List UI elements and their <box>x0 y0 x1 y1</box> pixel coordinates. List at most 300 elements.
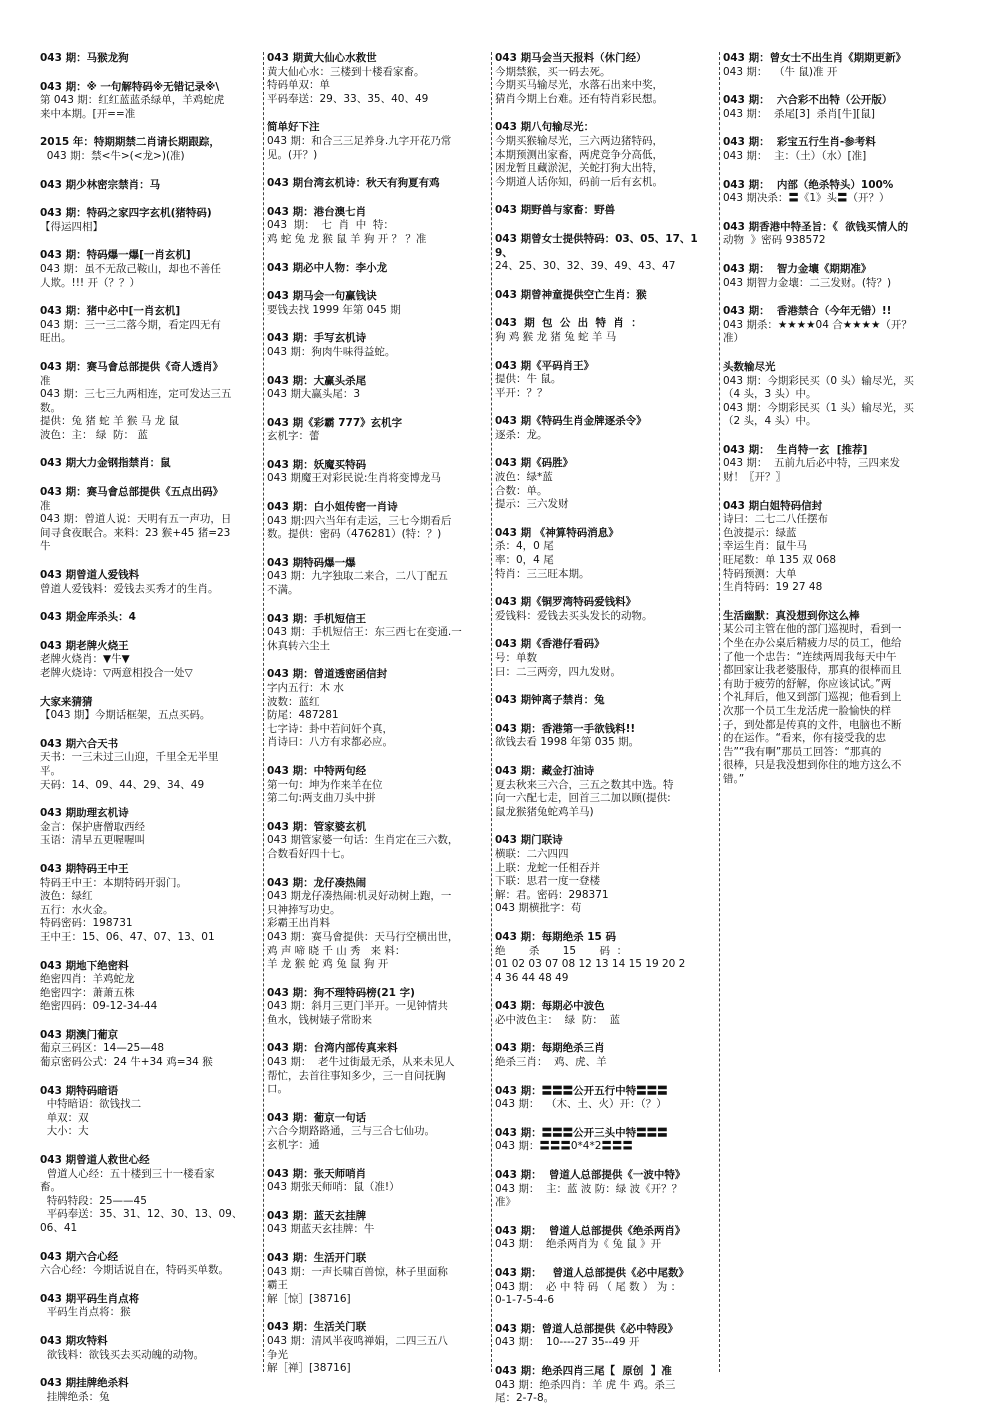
tip-line: 动物 》密码 938572 <box>723 234 826 247</box>
tip-line: 043 期：斜月三更门半开。一见钟情共 <box>267 1000 448 1013</box>
tip-line: 绝密四字：萧萧五株 <box>40 986 135 999</box>
tip-heading: 043 期：特码之家四字玄机(猪特码) <box>40 207 212 220</box>
tip-line: 准 <box>40 374 51 387</box>
tip-line: 043 期管家婆一句话：生肖定在三六数， <box>267 834 459 847</box>
tip-line: 霸王 <box>267 1279 288 1292</box>
tip-heading: 043 期：曾道人总部提供《必中特段》 <box>495 1322 679 1335</box>
tip-line: 特码特段：25——45 <box>40 1194 147 1207</box>
tip-block <box>495 1267 715 1308</box>
tip-heading: 043 期：曾道透密函信封 <box>267 668 388 681</box>
tip-line: 043 期横批字：苟 <box>495 902 582 915</box>
tip-heading: 043 期：每期必中波色 <box>495 1000 605 1013</box>
tip-line: 必中波色主： 绿 防： 蓝 <box>495 1013 621 1026</box>
tip-heading: 043 期：龙仔凑热闹 <box>267 876 367 889</box>
tip-block <box>495 1127 715 1154</box>
tip-block <box>267 987 487 1028</box>
tip-heading: 043 期曾神童提供空亡生肖：猴 <box>495 288 647 301</box>
tip-line: 特码王中王：本期特码开弱门。 <box>40 876 187 889</box>
tip-line: 043 期：曾道人说：天明有五一声功，日 <box>40 513 232 526</box>
tip-heading: 043 期白姐特码信封 <box>723 499 823 512</box>
tip-heading: 043 期：狗不理特码榜(21 字) <box>267 986 415 999</box>
tip-block <box>267 121 487 162</box>
tip-line: 鸡 蛇 兔 龙 猴 鼠 羊 狗 开 ？ ？准 <box>267 232 427 245</box>
tip-line: 六合今期路路通，三与三合七仙功。 <box>267 1125 435 1138</box>
tip-line: 大小：大 <box>40 1125 89 1138</box>
tip-line: 逐杀：龙。 <box>495 428 548 441</box>
tip-line: 01 02 03 07 08 12 13 14 15 19 20 2 <box>495 958 686 971</box>
tip-line: 曰：二三两旁，四九发财。 <box>495 665 621 678</box>
tip-line: 波色：主： 绿 防： 蓝 <box>40 428 148 441</box>
tip-heading: 043 期：藏金打油诗 <box>495 764 595 777</box>
tip-line: 错。” <box>723 772 745 785</box>
tip-line: 玄机字：蕾 <box>267 430 320 443</box>
tip-block <box>40 1154 260 1236</box>
tip-line: 043 期智力金壤：二三发财。(特？) <box>723 276 892 289</box>
tip-line: 043 期：赛马會提供：天马行空横出世， <box>267 930 459 943</box>
tip-line: 043 期： （牛 鼠)准 开 <box>723 65 838 78</box>
tip-line: 告”“我有啊”那员工回答：“那真的 <box>723 745 882 758</box>
tip-line: 曾道人心经：五十楼到三十一楼看家 <box>40 1167 215 1180</box>
tip-line: 畜。 <box>40 1181 61 1194</box>
tip-block <box>495 457 715 511</box>
tip-block <box>495 834 715 916</box>
lottery-tip-sheet <box>40 52 970 1405</box>
tip-block <box>40 486 260 554</box>
tip-line: 号：单数 <box>495 652 537 664</box>
tip-block <box>267 332 487 359</box>
tip-line: 043 期：三七三九两相连，定可发达三五 <box>40 388 232 401</box>
tip-line: 043 期： 主：蓝 波 防：绿 波《开？？ <box>495 1182 683 1195</box>
tip-line: 4 36 44 48 49 <box>495 971 569 984</box>
tip-line: 提供：牛 鼠。 <box>495 373 562 386</box>
tip-block <box>495 1169 715 1210</box>
tip-heading: 043 期《特码生肖金牌逐杀令》 <box>495 415 647 428</box>
tip-line: 0-1-7-5-4-6 <box>495 1294 555 1307</box>
tip-line: 幸运生肖：鼠牛马 <box>723 540 807 553</box>
tip-block <box>267 177 487 191</box>
tip-heading: 043 期金库杀头：4 <box>40 611 136 624</box>
tip-block <box>267 290 487 317</box>
tip-line: 043 期大赢头尾：3 <box>267 388 361 401</box>
tip-block <box>723 94 943 121</box>
tip-line: 043 期：三一三二落今期，看定四无有 <box>40 318 221 331</box>
tip-heading: 043 期野兽与家畜：野兽 <box>495 204 616 217</box>
tip-block <box>267 1112 487 1153</box>
tip-block <box>723 263 943 290</box>
tip-line: 色波提示：绿蓝 <box>723 526 797 539</box>
tip-block <box>267 501 487 542</box>
tip-heading: 043 期挂牌绝杀料 <box>40 1377 129 1390</box>
tip-line: 生肖特码：19 27 48 <box>723 581 823 594</box>
tip-heading: 043 期： 曾道人总部提供《必中尾数》 <box>495 1267 690 1279</box>
tip-line: 提供：兔 猪 蛇 羊 猴 马 龙 鼠 <box>40 415 179 428</box>
tip-heading: 043 期：香港第一手欲钱料!! <box>495 722 636 735</box>
tip-heading: 043 期：管家婆玄机 <box>267 820 367 833</box>
tip-line: 财！〖开？〗 <box>723 471 786 484</box>
tip-line: 准》 <box>495 1196 516 1209</box>
tip-block <box>267 1168 487 1195</box>
tip-block <box>40 361 260 443</box>
tip-block <box>495 360 715 401</box>
tip-line: 老牌火烧肖：▼牛▼ <box>40 653 130 666</box>
tip-heading: 043 期台湾玄机诗：秋天有狗夏有鸡 <box>267 177 440 190</box>
tip-line: 率：0，4 尾 <box>495 554 554 567</box>
tip-line: 043 期：虽不无敌己鞍山，却也不善任 <box>40 262 221 275</box>
tip-heading: 043 期《码胜》 <box>495 457 574 470</box>
tip-heading: 简单好下注 <box>267 121 320 134</box>
tip-line: 043 期：手机短信王：东三西七在变通.一 <box>267 626 462 639</box>
tip-heading: 043 期：蓝天玄挂牌 <box>267 1209 367 1222</box>
tip-heading: 043 期澳门葡京 <box>40 1028 119 1041</box>
tip-block <box>40 305 260 346</box>
tip-line: 字内五行：木 水 <box>267 682 344 694</box>
tip-line: 043 期： 老牛过街最无杀，从来未见人 <box>267 1056 455 1069</box>
tip-line: 的在运作。“看来，你有接受我的忠 <box>723 732 886 745</box>
tip-block <box>40 738 260 792</box>
tip-line: 挂牌绝杀：兔 <box>40 1390 110 1403</box>
tip-line: 黄大仙心水：三楼到十楼看家畜。 <box>267 65 425 78</box>
tip-line: 数。提供：密码（476281）(特：？) <box>267 528 442 541</box>
tip-heading: 043 期八句输尽光： <box>495 121 595 134</box>
tip-line: 特肖：三三旺本期。 <box>495 567 590 580</box>
tip-line: 第 043 期：红红蓝蓝杀绿单，羊鸡蛇虎 <box>40 94 225 107</box>
tip-line: 争光 <box>267 1348 288 1361</box>
tip-line: 牛 <box>40 540 51 553</box>
tip-line: 旺出。 <box>40 332 72 345</box>
tip-heading: 043 期钟离子禁肖：兔 <box>495 694 605 707</box>
tip-block <box>267 459 487 486</box>
tip-heading: 043 期： 曾道人总部提供《一波中特》 <box>495 1169 686 1182</box>
tip-heading: 043 期：特码爆一爆[一肖玄机] <box>40 249 191 262</box>
tip-block <box>40 569 260 596</box>
tip-line: 鸡 声 啼 晓 千 山 秀 来 料： <box>267 944 406 957</box>
tip-line: 043 期杀：★★★★04 合★★★★（开？ <box>723 318 912 331</box>
tip-block <box>40 1029 260 1070</box>
tip-block <box>40 696 260 723</box>
tip-block <box>40 1085 260 1139</box>
tip-line: 今期禁猴，买一码去死。 <box>495 65 611 78</box>
tip-line: 平码生肖点将：猴 <box>40 1306 131 1319</box>
tip-heading: 043 期大力金钢指禁肖：鼠 <box>40 457 171 470</box>
tip-line: 043 期张天师哨：鼠（准!） <box>267 1181 400 1194</box>
tip-heading: 043 期马会当天报料（休门经） <box>495 52 647 64</box>
tip-line: 不满。 <box>267 584 299 597</box>
tip-line: 绝密四肖：羊鸡蛇龙 <box>40 973 135 986</box>
tip-heading: 043 期：葡京一句话 <box>267 1111 367 1124</box>
tip-line: 间寻食夜眠合。来料：23 猴+45 猪=23 <box>40 526 231 539</box>
column-divider <box>491 52 492 1372</box>
tip-line: 天书：一三未过三山迎，千里全无半里 <box>40 751 219 764</box>
tip-heading: 043 期：每期绝杀 15 码 <box>495 930 616 943</box>
tip-line: 波数：蓝红 <box>267 695 320 708</box>
tip-line: 下联：思君一度一登楼 <box>495 875 600 888</box>
tip-block <box>495 1085 715 1112</box>
tip-block <box>495 1323 715 1350</box>
tip-line: 玄机字：通 <box>267 1139 320 1152</box>
tip-heading: 043 期《铜罗湾特码爱钱料》 <box>495 596 637 609</box>
tip-heading: 043 期：张天师哨肖 <box>267 1167 367 1180</box>
tip-block <box>495 596 715 623</box>
tip-heading: 043 期：大赢头杀尾 <box>267 374 367 387</box>
tip-line: 帮忙，去首往事知多少，三一自问抚胸 <box>267 1069 446 1082</box>
tip-line: 尾：2-7-8。 <box>495 1392 555 1405</box>
tip-line: 单双：双 <box>40 1111 89 1124</box>
tip-block <box>495 121 715 189</box>
tip-block <box>495 1042 715 1069</box>
tip-heading: 043 期：每期绝杀三肖 <box>495 1042 605 1055</box>
tip-block <box>495 317 715 344</box>
tip-line: 狗 鸡 猴 龙 猪 兔 蛇 羊 马 <box>495 330 617 343</box>
tip-block <box>40 249 260 290</box>
tip-line: 合数：单。 <box>495 484 548 497</box>
tip-line: 只神捧写功史。 <box>267 903 341 916</box>
tip-block <box>495 694 715 708</box>
tip-line: 都回家让我老婆服侍，那真的很棒而且 <box>723 664 902 677</box>
tip-line: 043 期魔王对彩民说:生肖将变博龙马 <box>267 472 441 485</box>
tip-line: 休真转六尘土 <box>267 639 330 652</box>
tip-line: 043 期： 主：（土）（水）[准] <box>723 149 867 162</box>
tip-line: 043 期：一声长啸百兽惊，林子里面称 <box>267 1265 448 1278</box>
tip-heading: 043 期：妖魔买特码 <box>267 458 367 471</box>
tip-block <box>723 305 943 346</box>
tip-line: 第一句：坤为作来羊在位 <box>267 778 383 791</box>
tip-line: 杀：4，0 尾 <box>495 540 554 553</box>
tip-line: 很棒，只是我没想到你住的地方这么不 <box>723 759 902 772</box>
tip-block <box>267 613 487 654</box>
tip-heading: 043 期门联诗 <box>495 834 563 847</box>
tip-line: 爱钱料：爱钱去买头发长的动物。 <box>495 609 653 622</box>
tip-block <box>267 821 487 862</box>
tip-line: 043 期： 七 肖 中 特： <box>267 219 394 232</box>
tip-line: 【043 期】今期话框架，五点买码。 <box>40 709 211 722</box>
tip-line: 夏去秋来三六合，三五之数其中选。特 <box>495 778 674 791</box>
tip-line: 043 期决杀：〓《1》头〓（开？） <box>723 192 890 205</box>
tip-line: 金言：保护唐僧取西经 <box>40 820 145 833</box>
tip-block <box>723 444 943 485</box>
tip-line: 有助于疲劳的舒解，你应该试试。”两 <box>723 677 892 690</box>
tip-block <box>40 136 260 163</box>
tip-heading: 043 期马会一句赢钱诀 <box>267 290 377 303</box>
tip-block <box>495 638 715 679</box>
tip-block <box>723 136 943 163</box>
tip-block <box>40 1293 260 1320</box>
tip-block <box>723 179 943 206</box>
tip-line: 准） <box>723 332 744 345</box>
tip-heading: 043 期 《神算特码消息》 <box>495 526 619 539</box>
tip-line: 提示：三六发财 <box>495 498 569 511</box>
tip-block <box>495 765 715 819</box>
tip-line: （2 头，4 头）中。 <box>723 415 817 428</box>
tip-block <box>723 361 943 429</box>
tip-heading: 043 期：台湾内部传真来料 <box>267 1042 398 1055</box>
tip-line: 羊 龙 猴 蛇 鸡 兔 鼠 狗 开 <box>267 958 389 971</box>
tip-heading: 043 期：生活关门联 <box>267 1321 367 1334</box>
tip-heading: 043 期：白小姐传密一肖诗 <box>267 501 398 514</box>
tip-heading: 043 期黄大仙心水救世 <box>267 52 377 64</box>
tip-line: 七字诗：卦中若问奸个真， <box>267 722 393 735</box>
tip-block <box>40 807 260 848</box>
tip-line: 本期预测出家畜，两虎竞争分高低， <box>495 148 663 161</box>
tip-block <box>723 610 943 787</box>
tip-line: 平码奉送：35、31、12、30、13、09、 <box>40 1208 243 1221</box>
tip-line: 彩霸王出肖料 <box>267 917 330 930</box>
tip-block <box>723 500 943 595</box>
tip-line: 绝杀三肖： 鸡、虎、羊 <box>495 1056 607 1069</box>
tip-heading: 043 期：手写玄机诗 <box>267 332 367 345</box>
tip-line: 曾道人爱钱料：爱钱去买秀才的生肖。 <box>40 582 219 595</box>
tip-block <box>40 1377 260 1404</box>
tip-line: 06、41 <box>40 1222 78 1234</box>
tip-heading: 043 期 包 公 出 特 肖 ： <box>495 317 642 330</box>
tip-block <box>267 417 487 444</box>
tip-heading: 043 期：〓〓〓公开三头中特〓〓〓 <box>495 1126 668 1139</box>
tip-block <box>723 221 943 248</box>
tip-line: 043 期：和合三三足养身.九字开花乃常 <box>267 134 452 147</box>
tip-line: 老牌火烧诗：▽两意相投合一处▽ <box>40 667 193 679</box>
tip-block <box>495 1000 715 1027</box>
tip-block <box>40 1335 260 1362</box>
tip-block <box>495 415 715 442</box>
tip-block <box>495 931 715 985</box>
tip-block <box>495 52 715 106</box>
column-divider <box>719 52 720 1372</box>
tip-block <box>267 1321 487 1375</box>
tip-heading: 043 期曾道人爱钱料 <box>40 569 140 582</box>
tip-heading: 043 期少林密宗禁肖：马 <box>40 178 161 191</box>
tip-heading: 043 期特码暗语 <box>40 1084 119 1097</box>
tip-line: 解［禅］[38716] <box>267 1362 351 1375</box>
tip-heading: 043 期：生活开门联 <box>267 1252 367 1264</box>
tip-line: 次那一个员工生龙活虎一脸愉快的样 <box>723 704 891 717</box>
tip-heading: 043 期： 生肖特一玄 [推荐] <box>723 443 868 456</box>
tip-block <box>40 457 260 471</box>
tip-heading: 043 期曾道人救世心经 <box>40 1154 150 1167</box>
tip-heading: 043 期： 内部（绝杀特头）100% <box>723 178 894 191</box>
column-2 <box>267 52 487 1375</box>
tip-block <box>267 206 487 247</box>
tip-line: 玉语：清早五更喔喔叫 <box>40 834 145 847</box>
tip-block <box>267 668 487 750</box>
tip-heading: 043 期： 彩宝五行生肖-参考料 <box>723 136 876 149</box>
tip-line: 葡京密码公式：24 牛+34 鸡=34 猴 <box>40 1056 213 1069</box>
tip-block <box>495 233 715 274</box>
tip-line: 向一六配七走，回首三二加以顾(提供: <box>495 792 671 805</box>
tip-heading: 生活幽默：真没想到你这么棒 <box>723 609 860 622</box>
tip-line: （4 头，3 头）中。 <box>723 388 817 401</box>
tip-line: 第二句:两支曲刀头中拼 <box>267 792 376 805</box>
tip-block <box>723 52 943 79</box>
tip-line: 诗曰：二七二八任摆布 <box>723 513 828 526</box>
tip-line: 043 期： 绝杀两肖为《 兔 鼠 》开 <box>495 1238 662 1251</box>
tip-line: 043 期：〓〓〓0*4*2〓〓〓 <box>495 1140 633 1153</box>
tip-heading: 043 期攻特料 <box>40 1334 108 1347</box>
tip-block <box>40 611 260 625</box>
tip-line: 旺尾数：单 135 双 068 <box>723 554 837 567</box>
tip-heading: 043 期六合天书 <box>40 737 119 750</box>
tip-line: 猜肖今期上台难。还有特肖彩民想。 <box>495 92 663 105</box>
column-1 <box>40 52 260 1403</box>
tip-heading: 043 期特码王中王 <box>40 862 129 875</box>
tip-line: 了他一个忠告：“连续两周我每天中午 <box>723 650 897 663</box>
tip-line: 平码奉送：29、33、35、40、49 <box>267 92 429 105</box>
tip-block <box>267 375 487 402</box>
tip-heading: 043 期：手机短信王 <box>267 612 367 625</box>
tip-line: 【得运四相】 <box>40 220 103 233</box>
tip-heading: 043 期：猪中必中[一肖玄机] <box>40 305 181 318</box>
tip-line: 口。 <box>267 1083 288 1096</box>
column-4 <box>723 52 943 1372</box>
tip-heading: 043 期：赛马會总部提供《奇人透肖》 <box>40 360 224 373</box>
tip-line: 043 期：禁<牛>(<龙>)(准) <box>40 149 185 162</box>
tip-line: 043 期:四六当年有走运，三七今期看后 <box>267 514 452 527</box>
tip-line: 特码密码：198731 <box>40 917 133 930</box>
tip-heading: 043 期： 香港禁合（今年无错）!! <box>723 305 892 318</box>
tip-heading: 043 期：绝杀四肖三尾【 原创 】准 <box>495 1364 672 1377</box>
tip-line: 今期买马输尽光，水落石出来中奖， <box>495 79 663 92</box>
tip-line: 横联：二六四四 <box>495 847 569 860</box>
tip-line: 043 期： 10----27 35--49 开 <box>495 1336 640 1349</box>
tip-block <box>267 1042 487 1096</box>
tip-block <box>495 723 715 750</box>
tip-line: 天码：14、09、44、29、34、49 <box>40 778 205 791</box>
tip-line: 绝密四码：09-12-34-44 <box>40 1000 158 1013</box>
tip-line: 人欺。!!! 开（？？） <box>40 276 140 289</box>
tip-line: 043 期：清风半夜鸣禅娟，二四三五八 <box>267 1334 448 1347</box>
tip-line: 平开：？？ <box>495 386 548 399</box>
tip-line: 欲钱料：欲钱买去买动魄的动物。 <box>40 1348 205 1361</box>
tip-line: 肖诗曰：八方有求都必应。 <box>267 736 393 749</box>
tip-heading: 043 期《香港仔看码》 <box>495 638 605 651</box>
tip-block <box>267 1252 487 1306</box>
tip-heading: 043 期： 六合彩不出特（公开版） <box>723 94 893 107</box>
tip-block <box>267 877 487 972</box>
tip-heading: 043 期：※ 一句解特码※无错记录※\ <box>40 80 220 93</box>
tip-heading: 043 期六合心经 <box>40 1250 119 1263</box>
tip-line: 24、25、30、32、39、49、43、47 <box>495 260 676 273</box>
tip-block <box>267 557 487 598</box>
tip-line: 鼠龙猴猪兔蛇鸡羊马) <box>495 805 594 818</box>
tip-line: 五行：水火金。 <box>40 903 114 916</box>
tip-line: 上联：龙蛇一任相吞并 <box>495 861 600 874</box>
tip-line: 见。(开？) <box>267 148 318 161</box>
tip-line: 困龙暂且藏淤泥，关蛇打狗大出特， <box>495 162 663 175</box>
tip-line: 今期买猴输尽光，三六两边猪特码， <box>495 134 663 147</box>
tip-heading: 大家来猜猜 <box>40 695 93 708</box>
tip-heading: 043 期： 曾道人总部提供《绝杀两肖》 <box>495 1224 686 1237</box>
tip-heading: 043 期老牌火烧王 <box>40 639 129 652</box>
tip-line: 043 期： 杀尾[3] 杀肖[牛][鼠] <box>723 107 875 120</box>
tip-heading: 043 期《彩霸 777》玄机字 <box>267 416 403 429</box>
tip-heading: 头数输尽光 <box>723 360 776 373</box>
tip-line: 特码预测：大单 <box>723 567 797 580</box>
tip-line: 波色：绿红 <box>40 890 93 903</box>
tip-block <box>495 204 715 218</box>
tip-line: 043 期龙仔凑热闹:机灵好动树上跑，一 <box>267 890 452 903</box>
tip-line: 解：君。密码：298371 <box>495 888 609 901</box>
tip-block <box>40 81 260 122</box>
tip-block <box>267 52 487 106</box>
tip-line: 欲钱去看 1998 年第 035 期。 <box>495 736 640 749</box>
tip-heading: 043 期香港中特圣旨：《 欲钱买情人的 <box>723 220 909 233</box>
tip-heading: 043 期平码生肖点将 <box>40 1292 140 1305</box>
tip-line: 六合心经：今期话说自在，特码买单数。 <box>40 1264 229 1277</box>
tip-heading: 043 期：马猴龙狗 <box>40 52 129 64</box>
tip-block <box>40 960 260 1014</box>
tip-block <box>267 262 487 276</box>
tip-heading: 043 期： 智力金壤《期期准》 <box>723 262 872 275</box>
tip-block <box>40 179 260 193</box>
tip-line: 解［惊］[38716] <box>267 1292 351 1305</box>
